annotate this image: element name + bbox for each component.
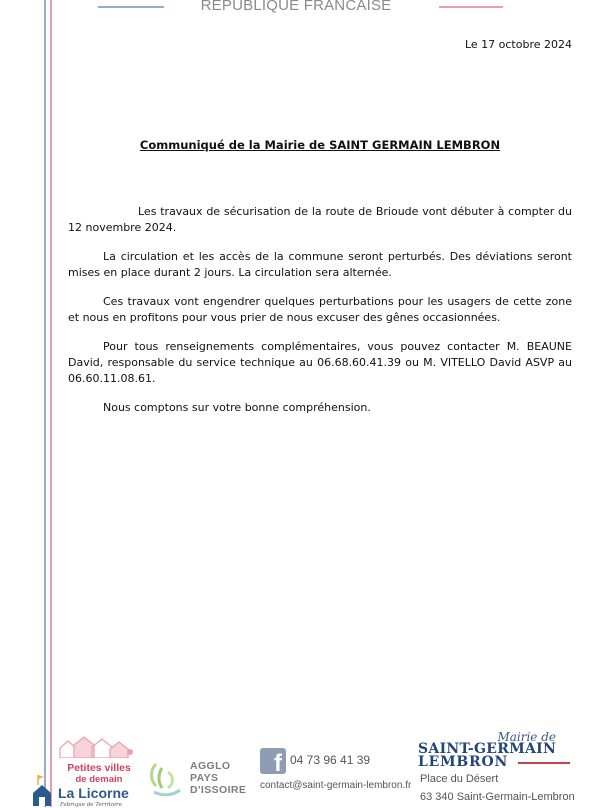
paragraph: Pour tous renseignements complémentaires, vous pouvez contacter M. BEAUNE David, responsable du service technique au 06.68.60.41.39 ou M. VITELLO David ASVP au 06.60.11.08.61. bbox=[68, 340, 572, 385]
phone-number: 04 73 96 41 39 bbox=[290, 753, 371, 767]
pays-line: PAYS bbox=[190, 772, 219, 784]
la-licorne-text: La Licorne bbox=[58, 785, 129, 801]
lembron-text: LEMBRON bbox=[418, 754, 509, 770]
address-line-1: Place du Désert bbox=[420, 773, 499, 785]
left-red-rule bbox=[50, 0, 52, 807]
paragraph: Nous comptons sur votre bonne compréhension. bbox=[103, 401, 371, 414]
mairie-logo bbox=[418, 730, 578, 807]
communique-body bbox=[68, 204, 572, 429]
communique-title: Communiqué de la Mairie de SAINT GERMAIN LEMBRON bbox=[139, 138, 501, 152]
la-licorne-tagline: Fabrique de Territoire bbox=[60, 802, 122, 808]
top-blue-rule bbox=[98, 6, 164, 8]
agglo-line: AGGLO bbox=[190, 760, 231, 772]
issoire-line: D'ISSOIRE bbox=[190, 784, 247, 796]
contact-block bbox=[260, 748, 410, 804]
facebook-icon[interactable]: f bbox=[260, 748, 286, 774]
saint-germain-text: SAINT-GERMAIN bbox=[418, 741, 557, 757]
agglo-pays-issoire-logo bbox=[148, 758, 250, 800]
la-licorne-logo bbox=[32, 773, 147, 807]
paragraph: La circulation et les accès de la commune seront perturbés. Des déviations seront mises en place durant 2 jours. La circulation sera alternée. bbox=[68, 250, 572, 279]
agglo-text bbox=[190, 760, 246, 796]
letter-date: Le 17 octobre 2024 bbox=[464, 38, 572, 51]
paragraph: Ces travaux vont engendrer quelques perturbations pour les usagers de cette zone et nous en profitons pour vous prier de nous excuser des gênes occasionnées. bbox=[68, 295, 572, 324]
petites-villes-text: Petites villes bbox=[67, 762, 131, 774]
top-red-rule bbox=[439, 6, 503, 8]
mairie-red-bar bbox=[518, 762, 570, 764]
licorne-house-icon bbox=[32, 773, 54, 807]
republic-heading: REPUBLIQUE FRANCAISE bbox=[200, 0, 392, 14]
agglo-swirl-icon bbox=[148, 758, 186, 798]
houses-icon bbox=[58, 736, 134, 758]
mairie-de-text: Mairie de bbox=[497, 730, 556, 744]
de-demain-text: de demain bbox=[75, 774, 123, 785]
address-line-2: 63 340 Saint-Germain-Lembron bbox=[420, 791, 575, 803]
footer bbox=[0, 728, 591, 807]
email-address[interactable]: contact@saint-germain-lembron.fr bbox=[260, 780, 412, 791]
paragraph: Les travaux de sécurisation de la route de Brioude vont débuter à compter du 12 novembre 2024. bbox=[68, 205, 572, 234]
left-blue-rule bbox=[44, 0, 46, 807]
